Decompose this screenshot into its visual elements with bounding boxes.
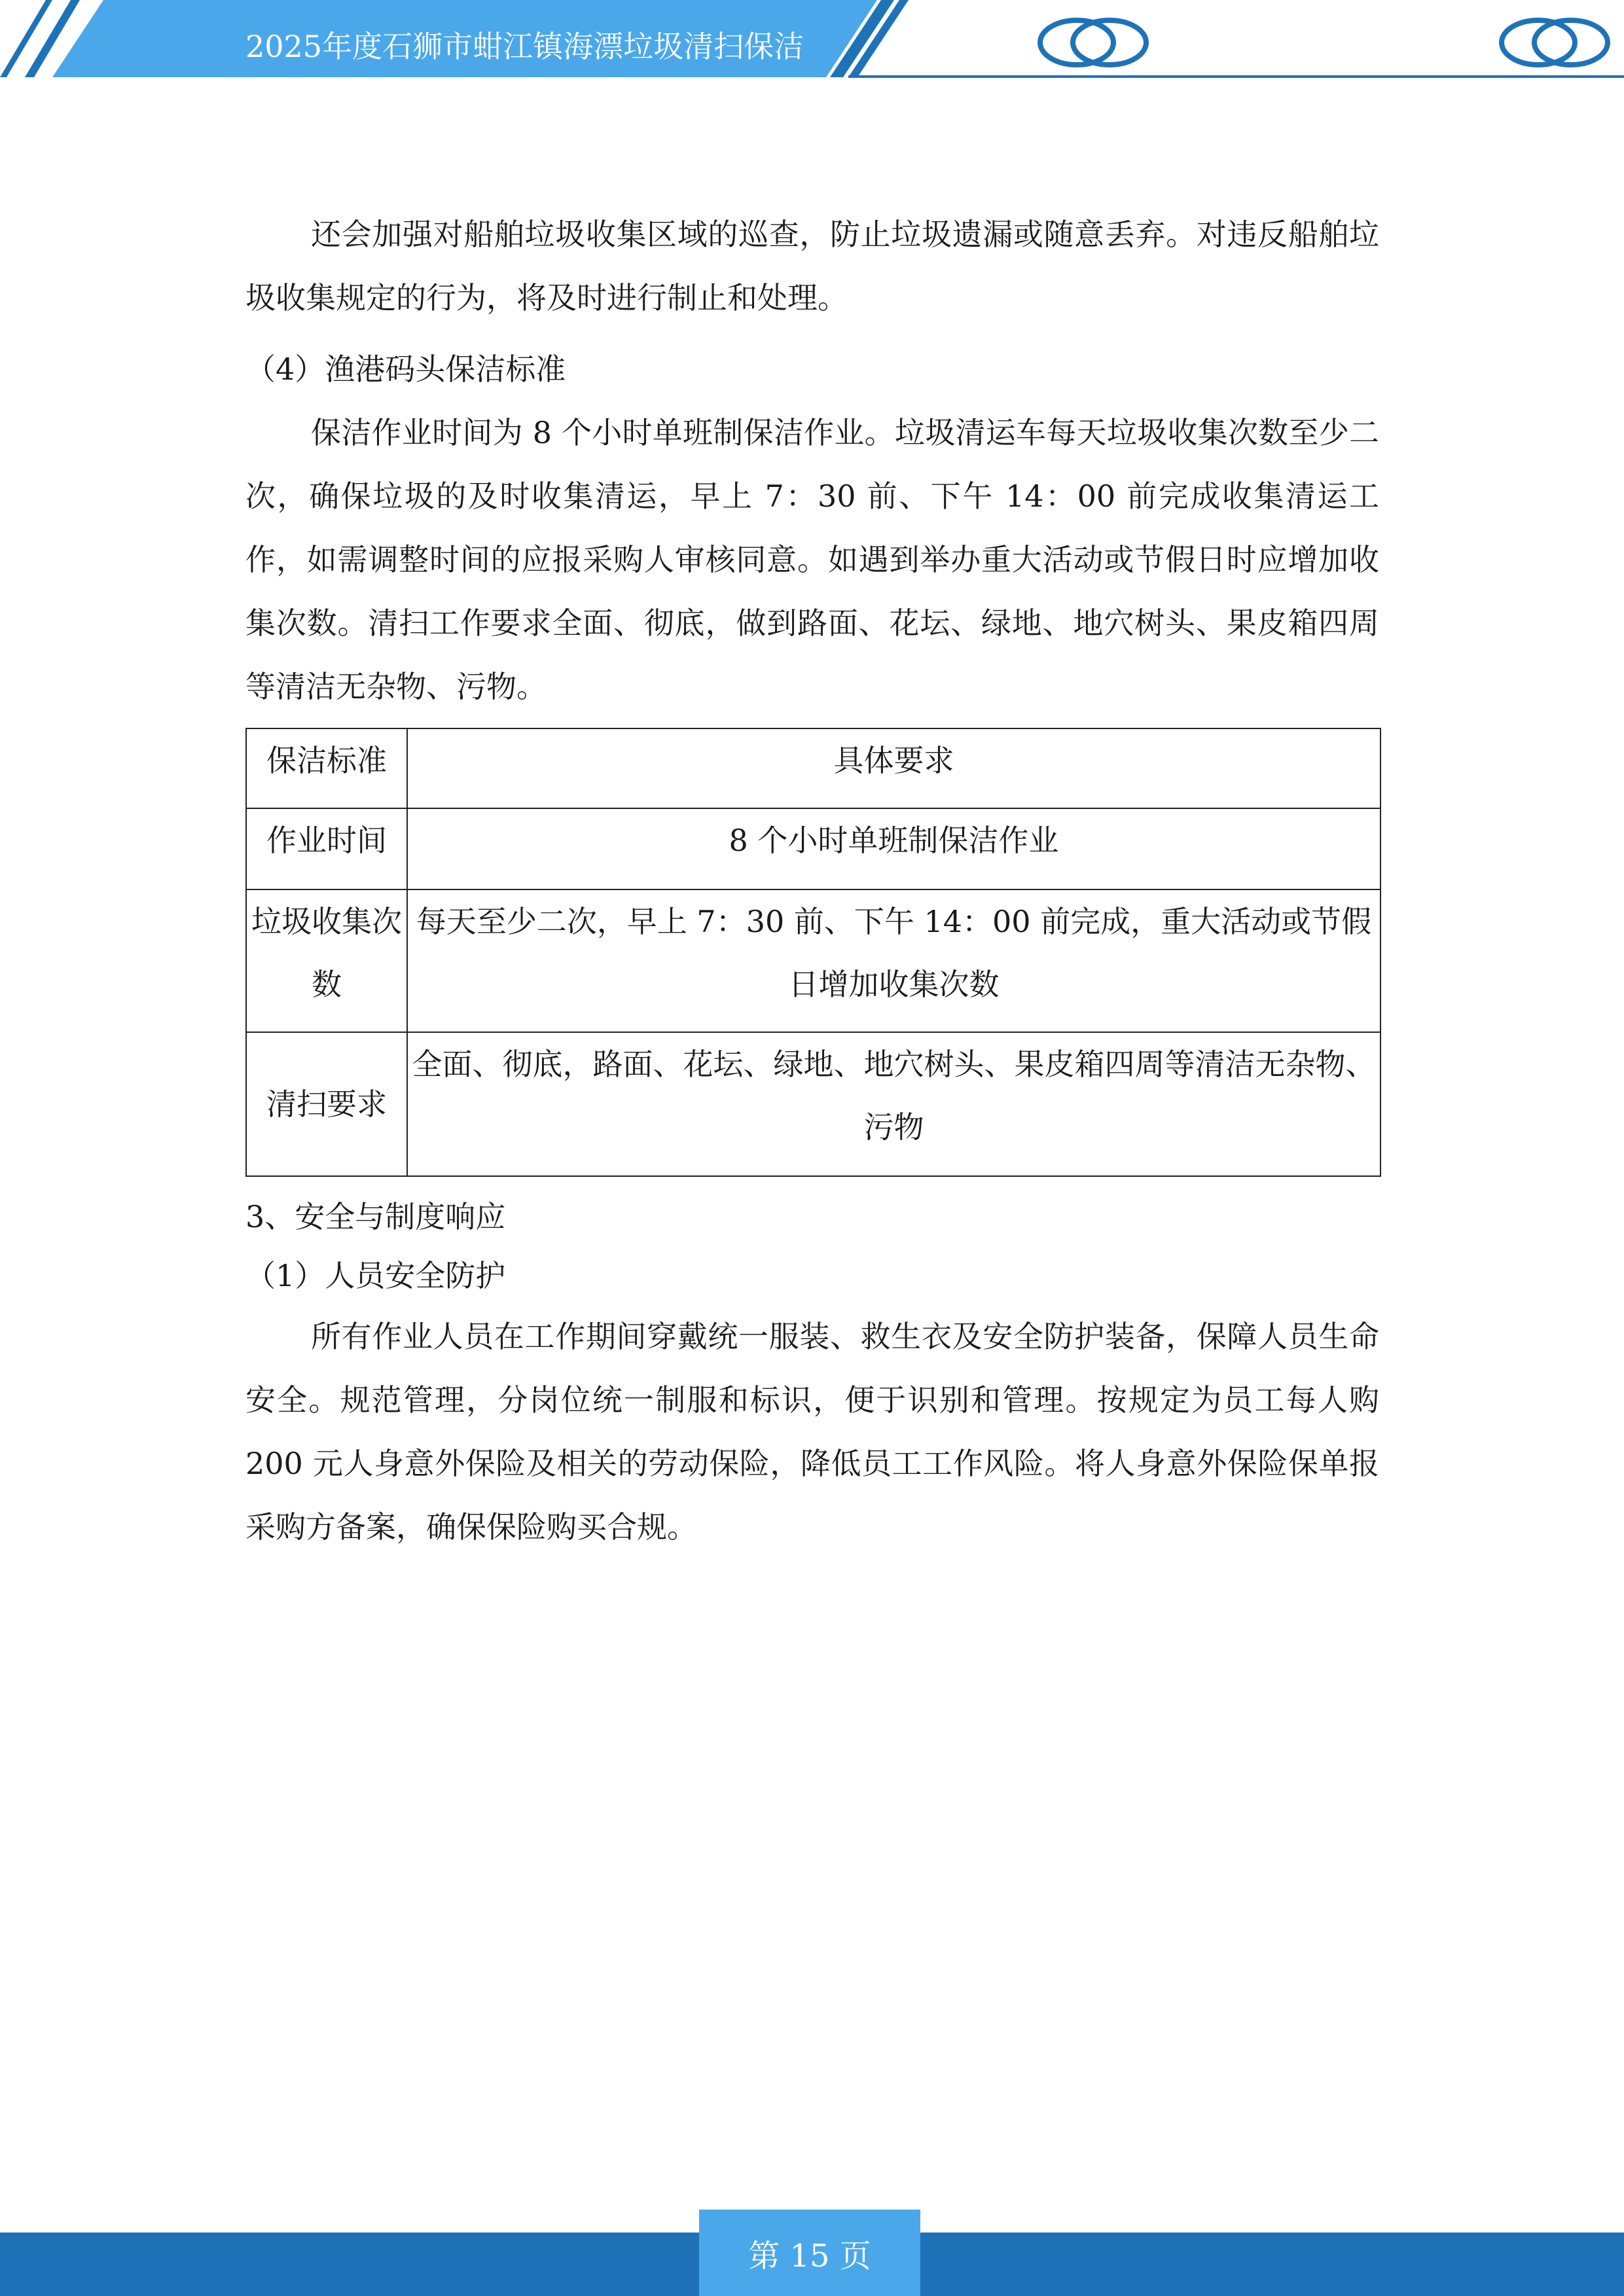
interlocking-rings-icon (1031, 13, 1155, 72)
subsection-heading: （1）人员安全防护 (245, 1258, 506, 1293)
header-title: 2025年度石狮市蚶江镇海漂垃圾清扫保洁 (245, 29, 804, 64)
table-row (246, 889, 1380, 1032)
table-cell: 每天至少二次，早上 7：30 前、下午 14：00 前完成，重大活动或节假日增加收集次数 (407, 889, 1380, 1032)
table-cell: 作业时间 (246, 808, 407, 889)
table-cell: 清扫要求 (246, 1032, 407, 1176)
table-cell: 全面、彻底，路面、花坛、绿地、地穴树头、果皮箱四周等清洁无杂物、污物 (407, 1032, 1380, 1176)
table-header-cell: 保洁标准 (246, 728, 407, 808)
paragraph: 保洁作业时间为 8 个小时单班制保洁作业。垃圾清运车每天垃圾收集次数至少二次，确保垃圾的及时收集清运，早上 7：30 前、下午 14：00 前完成收集清运工作，如需调整时间的应报采购人审核同意。如遇到举办重大活动或节假日时应增加收集次数。清扫工作要求全面、彻底，做到路面、花坛、绿地、地穴树头、果皮箱四周等清洁无杂物、污物。 (245, 415, 1379, 704)
section-heading: 3、安全与制度响应 (245, 1199, 506, 1234)
table-row (246, 808, 1380, 889)
interlocking-rings-icon (1492, 13, 1617, 72)
page-header (0, 0, 1624, 85)
table-cell: 8 个小时单班制保洁作业 (407, 808, 1380, 889)
document-body (245, 203, 1379, 1559)
subsection-heading: （4）渔港码头保洁标准 (245, 351, 566, 387)
table-header-cell: 具体要求 (407, 728, 1380, 808)
table-header-row (246, 728, 1380, 808)
paragraph: 所有作业人员在工作期间穿戴统一服装、救生衣及安全防护装备，保障人员生命安全。规范管理，分岗位统一制服和标识，便于识别和管理。按规定为员工每人购 200 元人身意外保险及相关的劳动保险，降低员工工作风险。将人身意外保险保单报采购方备案，确保保险购买合规。 (245, 1319, 1379, 1545)
page-number: 第 15 页 (699, 2210, 920, 2296)
table-row (246, 1032, 1380, 1176)
table-cell: 垃圾收集次数 (246, 889, 407, 1032)
cleaning-standards-table (245, 728, 1381, 1177)
paragraph: 还会加强对船舶垃圾收集区域的巡查，防止垃圾遗漏或随意丢弃。对违反船舶垃圾收集规定的行为，将及时进行制止和处理。 (245, 217, 1379, 315)
